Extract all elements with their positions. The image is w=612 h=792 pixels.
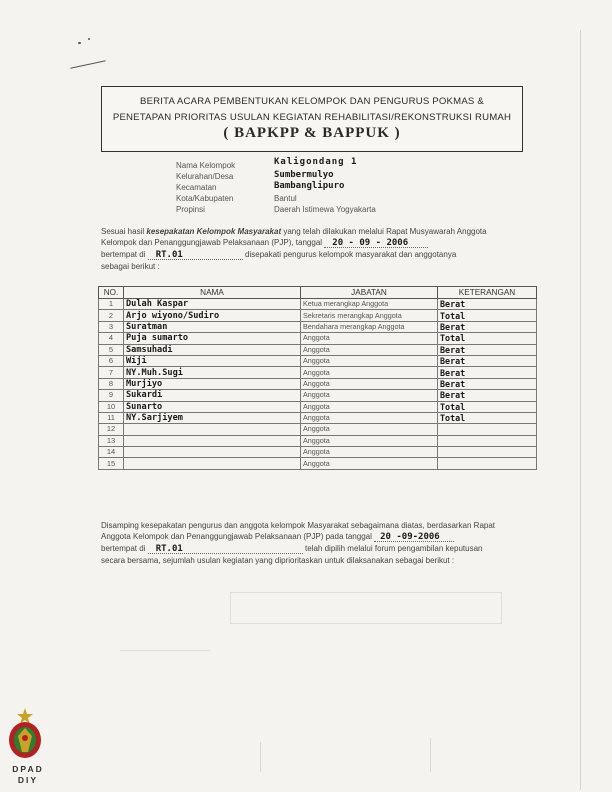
cell-jabatan: Sekretaris merangkap Anggota (301, 310, 438, 321)
cell-jabatan: Bendahara merangkap Anggota (301, 321, 438, 332)
bleed-through-box (230, 592, 502, 624)
table-row (99, 299, 537, 310)
info-row (176, 182, 476, 193)
cell-no: 4 (99, 333, 124, 344)
cell-nama: Wiji (124, 355, 301, 366)
cell-no: 1 (99, 299, 124, 310)
cell-keterangan: Total (438, 401, 537, 412)
title-box (101, 86, 523, 152)
info-label: Kelurahan/Desa (176, 172, 234, 181)
header-keterangan: KETERANGAN (438, 287, 537, 299)
cell-jabatan: Anggota (301, 401, 438, 412)
cell-jabatan: Anggota (301, 367, 438, 378)
header-no: NO. (99, 287, 124, 299)
table-row (99, 458, 537, 469)
cell-no: 14 (99, 447, 124, 458)
info-block (176, 157, 476, 215)
cell-jabatan: Anggota (301, 378, 438, 389)
members-table (98, 286, 537, 470)
cell-keterangan: Berat (438, 355, 537, 366)
cell-jabatan: Anggota (301, 435, 438, 446)
para1-line1 (101, 226, 541, 237)
info-row (176, 204, 476, 215)
cell-keterangan: Total (438, 310, 537, 321)
cell-keterangan: Total (438, 333, 537, 344)
para1-place: RT.01 (155, 250, 183, 260)
cell-nama: NY.Muh.Sugi (124, 367, 301, 378)
info-value: Kaligondang 1 (274, 157, 358, 167)
para1-text: disepakati pengurus kelompok masyarakat dan anggotanya (245, 250, 457, 259)
para1-text: Sesuai hasil (101, 227, 145, 236)
cell-nama: Murjiyo (124, 378, 301, 389)
cell-keterangan: Berat (438, 321, 537, 332)
cell-nama: NY.Sarjiyem (124, 412, 301, 423)
scan-pen-mark (70, 60, 105, 68)
table-row (99, 401, 537, 412)
cell-nama (124, 435, 301, 446)
cell-nama: Suratman (124, 321, 301, 332)
cell-jabatan: Anggota (301, 355, 438, 366)
title-line-3: ( BAPKPP & BAPPUK ) (223, 125, 401, 141)
table-row (99, 412, 537, 423)
cell-keterangan (438, 435, 537, 446)
para1-line4: sebagai berikut : (101, 262, 160, 271)
header-jabatan: JABATAN (301, 287, 438, 299)
cell-keterangan: Total (438, 412, 537, 423)
table-row (99, 310, 537, 321)
cell-no: 13 (99, 435, 124, 446)
info-row (176, 193, 476, 204)
cell-no: 3 (99, 321, 124, 332)
cell-jabatan: Anggota (301, 333, 438, 344)
title-line-2: PENETAPAN PRIORITAS USULAN KEGIATAN REHABILITASI/REKONSTRUKSI RUMAH (112, 112, 512, 123)
cell-keterangan (438, 447, 537, 458)
cell-no: 5 (99, 344, 124, 355)
info-value: Daerah Istimewa Yogyakarta (274, 205, 376, 214)
bleed-through-line (430, 738, 431, 772)
cell-nama (124, 424, 301, 435)
cell-keterangan (438, 424, 537, 435)
cell-nama: Arjo wiyono/Sudiro (124, 310, 301, 321)
cell-nama (124, 447, 301, 458)
logo-text-line2: DIY (17, 775, 39, 785)
cell-nama: Dulah Kaspar (124, 299, 301, 310)
para2-place: RT.01 (155, 544, 183, 554)
cell-nama: Sunarto (124, 401, 301, 412)
cell-no: 7 (99, 367, 124, 378)
cell-nama: Puja sumarto (124, 333, 301, 344)
cell-jabatan: Anggota (301, 424, 438, 435)
cell-jabatan: Anggota (301, 447, 438, 458)
para2-line1: Disamping kesepakatan pengurus dan anggota kelompok Masyarakat sebagaimana diatas, berdasarkan Rapat (101, 521, 496, 530)
dpad-emblem (4, 706, 46, 762)
table-row (99, 367, 537, 378)
cell-keterangan: Berat (438, 390, 537, 401)
para2-line4: secara bersama, sejumlah usulan kegiatan yang diprioritaskan untuk dilaksanakan sebagai berikut : (101, 556, 455, 565)
table-header-row (99, 287, 537, 299)
info-value: Bambanglipuro (274, 181, 345, 191)
para1-text: yang telah dilakukan melalui Rapat Musyawarah Anggota (283, 227, 487, 236)
cell-jabatan: Anggota (301, 390, 438, 401)
title-line-1: BERITA ACARA PEMBENTUKAN KELOMPOK DAN PENGURUS POKMAS & (139, 96, 485, 107)
cell-no: 9 (99, 390, 124, 401)
cell-keterangan (438, 458, 537, 469)
table-row (99, 447, 537, 458)
para1-line2 (101, 237, 541, 249)
info-label: Kecamatan (176, 183, 217, 192)
info-label: Nama Kelompok (176, 161, 236, 170)
cell-no: 12 (99, 424, 124, 435)
cell-jabatan: Ketua merangkap Anggota (301, 299, 438, 310)
info-value: Bantul (274, 194, 297, 203)
para1-date: 20 - 09 - 2006 (332, 238, 409, 248)
cell-keterangan: Berat (438, 367, 537, 378)
cell-jabatan: Anggota (301, 412, 438, 423)
cell-nama: Samsuhadi (124, 344, 301, 355)
paragraph-priority (101, 520, 541, 566)
para2-date-field (374, 532, 454, 542)
para1-date-field (324, 238, 428, 248)
para2-place-field (148, 544, 303, 554)
emblem-icon (4, 706, 46, 762)
para1-emphasis: kesepakatan Kelompok Masyarakat (146, 227, 282, 236)
para2-text: Anggota Kelompok dan Penanggungjawab Pelaksanaan (PJP) pada tanggal (101, 532, 372, 541)
cell-nama: Sukardi (124, 390, 301, 401)
cell-no: 2 (99, 310, 124, 321)
scan-edge-line (580, 30, 581, 790)
para2-line2 (101, 531, 541, 543)
para1-text: bertempat di (101, 250, 146, 259)
cell-no: 10 (99, 401, 124, 412)
cell-nama (124, 458, 301, 469)
table-row (99, 378, 537, 389)
table-row (99, 333, 537, 344)
paragraph-agreement (101, 226, 541, 272)
info-label: Kota/Kabupaten (176, 194, 234, 203)
para2-text: bertempat di (101, 544, 146, 553)
scan-speck (88, 38, 90, 40)
info-value: Sumbermulyo (274, 170, 334, 180)
para1-text: Kelompok dan Penanggungjawab Pelaksanaan (PJP), tanggal (101, 238, 323, 247)
cell-jabatan: Anggota (301, 458, 438, 469)
table-row (99, 390, 537, 401)
cell-keterangan: Berat (438, 299, 537, 310)
para2-date: 20 -09-2006 (380, 532, 440, 542)
bleed-through-line (260, 742, 261, 772)
para2-text: telah dipilih melalui forum pengambilan keputusan (305, 544, 483, 553)
cell-no: 6 (99, 355, 124, 366)
scan-speck (78, 42, 81, 44)
logo-text-line1: DPAD (12, 764, 44, 774)
info-label: Propinsi (176, 205, 205, 214)
cell-no: 15 (99, 458, 124, 469)
table-row (99, 344, 537, 355)
cell-no: 11 (99, 412, 124, 423)
header-nama: NAMA (124, 287, 301, 299)
para1-line3 (101, 249, 541, 261)
cell-keterangan: Berat (438, 378, 537, 389)
cell-keterangan: Berat (438, 344, 537, 355)
table-row (99, 435, 537, 446)
table-row (99, 424, 537, 435)
table-row (99, 321, 537, 332)
table-row (99, 355, 537, 366)
cell-jabatan: Anggota (301, 344, 438, 355)
para1-place-field (148, 250, 243, 260)
bleed-through-line (120, 650, 210, 651)
cell-no: 8 (99, 378, 124, 389)
para2-line3 (101, 543, 541, 555)
